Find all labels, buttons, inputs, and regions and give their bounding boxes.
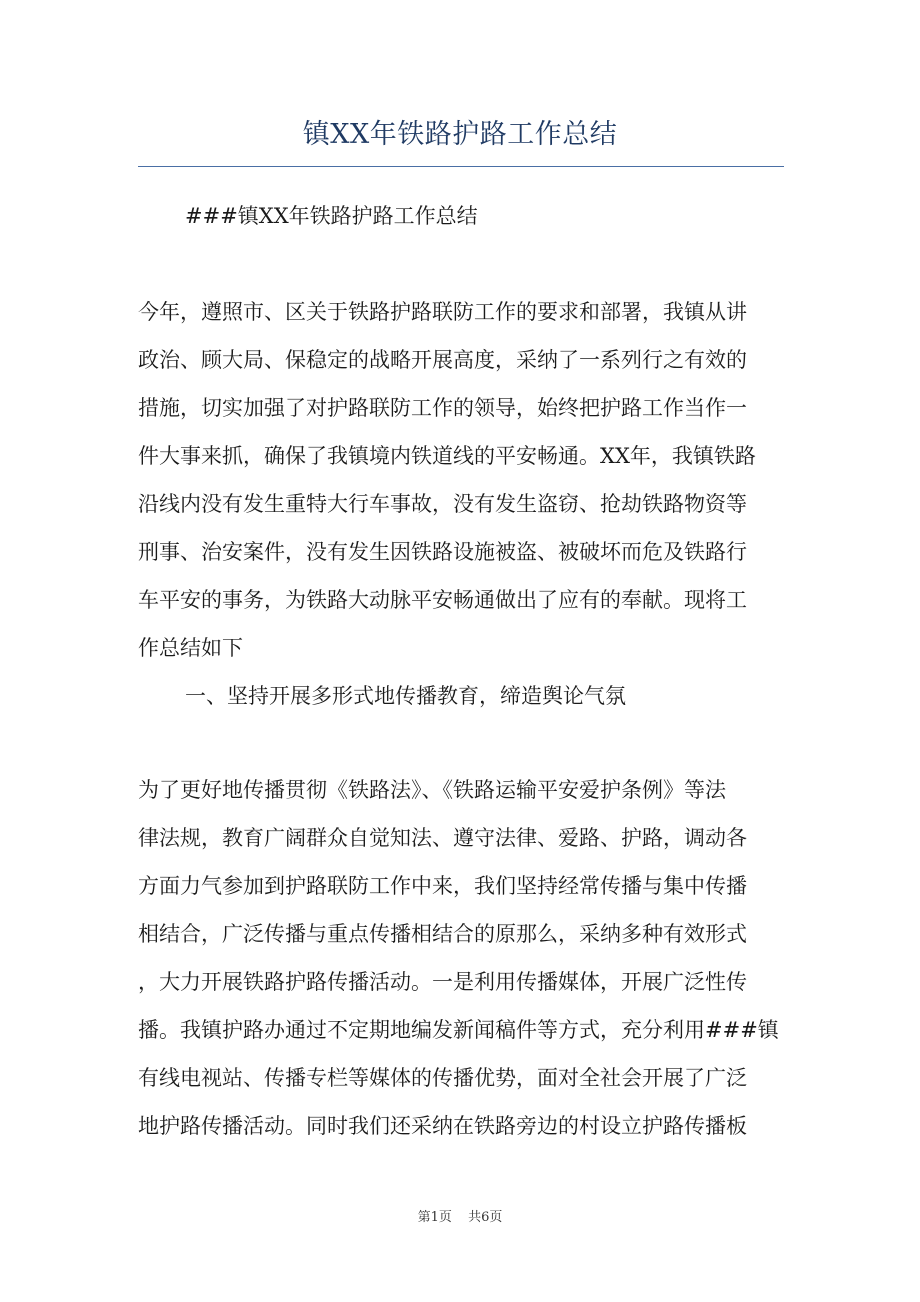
document-title: 镇XX年铁路护路工作总结 [302, 119, 618, 150]
page-total: 共6页 [468, 1210, 503, 1225]
paragraph-line: 有线电视站、传播专栏等媒体的传播优势，面对全社会开展了广泛 [138, 1066, 747, 1090]
paragraph-line: 地护路传播活动。同时我们还采纳在铁路旁边的村设立护路传播板 [138, 1114, 747, 1138]
paragraph-line: 件大事来抓，确保了我镇境内铁道线的平安畅通。XX年，我镇铁路 [138, 444, 756, 468]
paragraph-line: 政治、顾大局、保稳定的战略开展高度，采纳了一系列行之有效的 [138, 348, 747, 372]
paragraph-line: 刑事、治安案件，没有发生因铁路设施被盗、被破坏而危及铁路行 [138, 540, 747, 564]
paragraph-line: 方面力气参加到护路联防工作中来，我们坚持经常传播与集中传播 [138, 874, 747, 898]
section-heading-1: 一、坚持开展多形式地传播教育，缔造舆论气氛 [185, 684, 626, 708]
page-number: 第1页 [417, 1210, 452, 1225]
page-footer [0, 1206, 920, 1225]
paragraph-line: 车平安的事务，为铁路大动脉平安畅通做出了应有的奉献。现将工 [138, 588, 747, 612]
paragraph-line: 沿线内没有发生重特大行车事故，没有发生盗窃、抢劫铁路物资等 [138, 492, 747, 516]
paragraph-line: ，大力开展铁路护路传播活动。一是利用传播媒体，开展广泛性传 [138, 970, 747, 994]
paragraph-line: 为了更好地传播贯彻《铁路法》、《铁路运输平安爱护条例》等法 [138, 778, 726, 802]
paragraph-line: 作总结如下 [138, 636, 243, 660]
paragraph-section-1 [138, 766, 778, 1150]
paragraph-line: 相结合，广泛传播与重点传播相结合的原那么，采纳多种有效形式 [138, 922, 747, 946]
title-divider [138, 166, 784, 167]
document-subtitle: ###镇XX年铁路护路工作总结 [185, 204, 478, 228]
paragraph-line: 律法规，教育广阔群众自觉知法、遵守法律、爱路、护路，调动各 [138, 826, 747, 850]
paragraph-line: 播。我镇护路办通过不定期地编发新闻稿件等方式，充分利用###镇 [138, 1018, 779, 1042]
paragraph-line: 今年，遵照市、区关于铁路护路联防工作的要求和部署，我镇从讲 [138, 300, 747, 324]
paragraph-line: 措施，切实加强了对护路联防工作的领导，始终把护路工作当作一 [138, 396, 747, 420]
paragraph-intro [138, 288, 778, 672]
